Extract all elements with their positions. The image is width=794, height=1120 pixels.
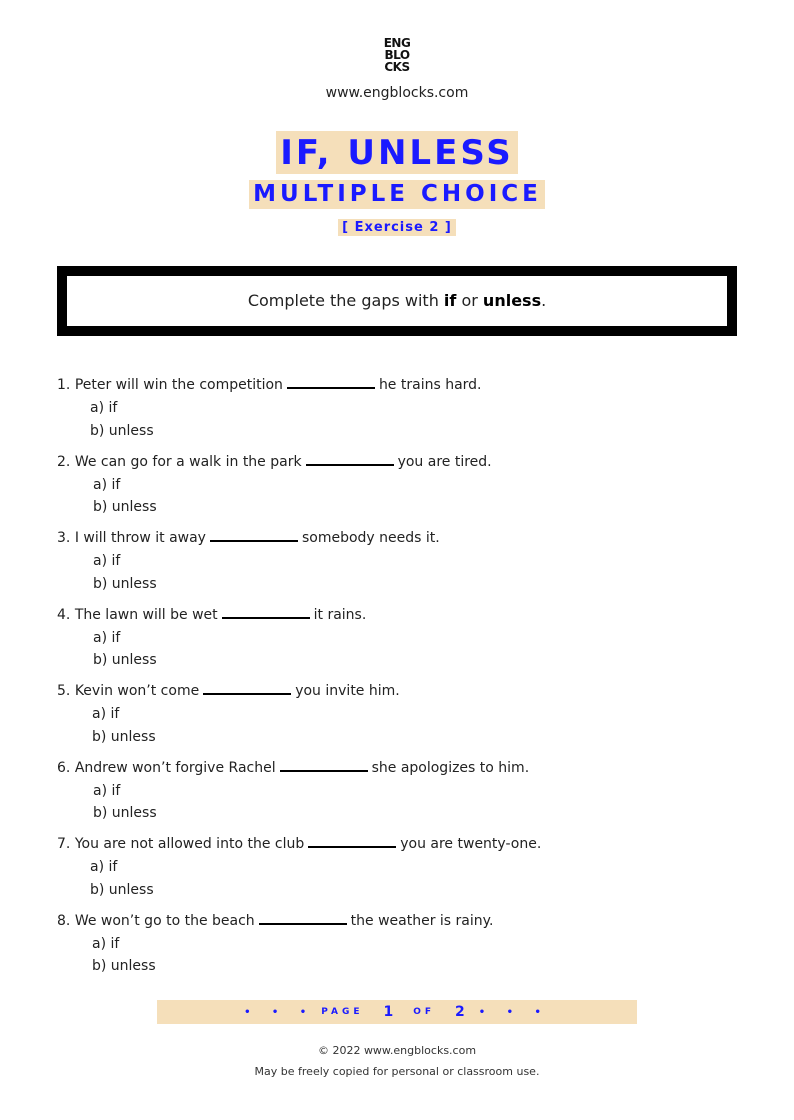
- question-text-after: you invite him.: [295, 683, 400, 699]
- answer-blank[interactable]: [222, 605, 310, 619]
- question-2-option-a[interactable]: a) if: [93, 477, 121, 493]
- total-pages-number: 2: [455, 1004, 465, 1020]
- question-2: [57, 452, 492, 471]
- question-number: 1.: [57, 377, 71, 393]
- question-4-option-b[interactable]: b) unless: [93, 652, 157, 668]
- exercise-row: [0, 216, 794, 236]
- instructions-suffix: .: [541, 291, 547, 310]
- page-subtitle: MULTIPLE CHOICE: [249, 180, 545, 209]
- site-url: www.engblocks.com: [325, 85, 469, 101]
- instructions-word-unless: unless: [482, 291, 542, 310]
- answer-blank[interactable]: [203, 681, 291, 695]
- question-6-option-a[interactable]: a) if: [93, 783, 121, 799]
- usage-note: May be freely copied for personal or classroom use.: [254, 1065, 540, 1078]
- answer-blank[interactable]: [259, 911, 347, 925]
- question-text-before: Andrew won’t forgive Rachel: [74, 760, 276, 776]
- question-5-option-b[interactable]: b) unless: [92, 729, 156, 745]
- question-number: 8.: [57, 913, 71, 929]
- question-1-option-b[interactable]: b) unless: [90, 423, 154, 439]
- question-text-after: the weather is rainy.: [350, 913, 494, 929]
- question-7-option-a[interactable]: a) if: [90, 859, 118, 875]
- question-1: [57, 375, 482, 394]
- question-number: 4.: [57, 607, 71, 623]
- exercise-label: [ Exercise 2 ]: [338, 219, 456, 236]
- question-8-option-b[interactable]: b) unless: [92, 958, 156, 974]
- question-text-after: he trains hard.: [378, 377, 482, 393]
- page-word: PAGE: [321, 1007, 364, 1017]
- question-4: [57, 605, 366, 624]
- answer-blank[interactable]: [308, 834, 396, 848]
- question-6: [57, 758, 529, 777]
- question-2-option-b[interactable]: b) unless: [93, 499, 157, 515]
- title-row: [0, 131, 794, 174]
- instructions-box: [57, 266, 737, 336]
- question-number: 3.: [57, 530, 71, 546]
- question-text-after: she apologizes to him.: [371, 760, 530, 776]
- question-text-after: you are tired.: [397, 454, 492, 470]
- page-indicator-dots-left: • • •: [244, 1006, 316, 1018]
- question-text-before: The lawn will be wet: [74, 607, 218, 623]
- page-indicator-dots-right: • • •: [478, 1006, 550, 1018]
- question-text-before: We can go for a walk in the park: [74, 454, 302, 470]
- current-page-number: 1: [383, 1004, 394, 1020]
- question-text-before: I will throw it away: [74, 530, 206, 546]
- question-5: [57, 681, 400, 700]
- instructions-prefix: Complete the gaps with: [247, 291, 444, 310]
- question-number: 2.: [57, 454, 71, 470]
- question-7: [57, 834, 541, 853]
- answer-blank[interactable]: [287, 375, 375, 389]
- answer-blank[interactable]: [280, 758, 368, 772]
- answer-blank[interactable]: [306, 452, 394, 466]
- answer-blank[interactable]: [210, 528, 298, 542]
- question-text-after: it rains.: [313, 607, 367, 623]
- instructions-middle: or: [456, 291, 483, 310]
- question-5-option-a[interactable]: a) if: [92, 706, 120, 722]
- page-title: IF, UNLESS: [276, 131, 518, 174]
- question-number: 5.: [57, 683, 71, 699]
- of-word: OF: [413, 1007, 436, 1017]
- question-6-option-b[interactable]: b) unless: [93, 805, 157, 821]
- question-3: [57, 528, 440, 547]
- question-8-option-a[interactable]: a) if: [92, 936, 120, 952]
- question-text-after: somebody needs it.: [301, 530, 440, 546]
- question-3-option-a[interactable]: a) if: [93, 553, 121, 569]
- page-indicator: [157, 1000, 637, 1024]
- logo-line-1: ENG: [383, 36, 411, 50]
- question-number: 6.: [57, 760, 71, 776]
- engblocks-logo: [0, 37, 794, 73]
- question-4-option-a[interactable]: a) if: [93, 630, 121, 646]
- logo-line-2: BLO: [384, 48, 410, 62]
- logo-line-3: CKS: [384, 60, 410, 74]
- question-text-before: We won’t go to the beach: [74, 913, 255, 929]
- instructions-word-if: if: [443, 291, 457, 310]
- question-3-option-b[interactable]: b) unless: [93, 576, 157, 592]
- question-text-after: you are twenty-one.: [400, 836, 542, 852]
- subtitle-row: [0, 180, 794, 209]
- question-8: [57, 911, 493, 930]
- question-1-option-a[interactable]: a) if: [90, 400, 118, 416]
- question-text-before: Kevin won’t come: [74, 683, 200, 699]
- question-text-before: Peter will win the competition: [74, 377, 283, 393]
- question-number: 7.: [57, 836, 71, 852]
- question-7-option-b[interactable]: b) unless: [90, 882, 154, 898]
- copyright-text: © 2022 www.engblocks.com: [317, 1044, 477, 1057]
- question-text-before: You are not allowed into the club: [74, 836, 305, 852]
